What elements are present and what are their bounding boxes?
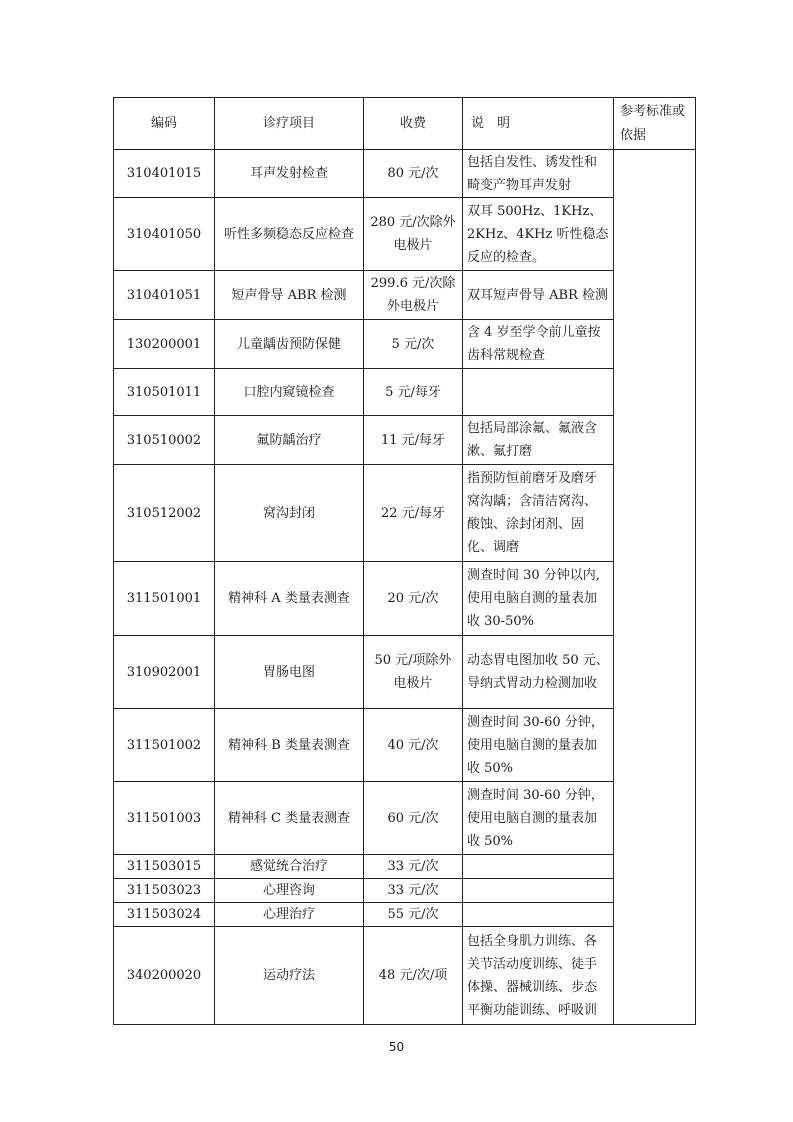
cell-code: 310401051 <box>114 271 215 320</box>
cell-desc: 含 4 岁至学令前儿童按齿科常规检查 <box>463 320 614 369</box>
cell-code: 310512002 <box>114 465 215 562</box>
cell-fee: 299.6 元/次除外电极片 <box>364 271 463 320</box>
cell-desc: 测查时间 30-60 分钟，使用电脑自测的量表加收 50% <box>463 709 614 782</box>
table-row <box>114 855 696 879</box>
cell-code: 310902001 <box>114 636 215 709</box>
cell-code: 311503015 <box>114 855 215 879</box>
cell-fee: 5 元/次 <box>364 320 463 369</box>
cell-fee: 33 元/次 <box>364 879 463 903</box>
cell-fee: 22 元/每牙 <box>364 465 463 562</box>
fee-table <box>113 97 696 1025</box>
cell-desc: 包括局部涂氟、氟液含漱、氟打磨 <box>463 416 614 465</box>
cell-fee: 50 元/项除外电极片 <box>364 636 463 709</box>
cell-item: 氟防龋治疗 <box>215 416 364 465</box>
cell-desc: 双耳短声骨导 ABR 检测 <box>463 271 614 320</box>
header-code: 编码 <box>114 98 215 150</box>
cell-code: 310510002 <box>114 416 215 465</box>
cell-item: 短声骨导 ABR 检测 <box>215 271 364 320</box>
cell-item: 精神科 B 类量表测查 <box>215 709 364 782</box>
cell-code: 310401015 <box>114 150 215 198</box>
cell-code: 311503024 <box>114 903 215 927</box>
cell-desc: 双耳 500Hz、1KHz、2KHz、4KHz 听性稳态反应的检查。 <box>463 198 614 271</box>
cell-item: 精神科 C 类量表测查 <box>215 782 364 855</box>
cell-item: 口腔内窥镜检查 <box>215 369 364 416</box>
table-row <box>114 320 696 369</box>
header-ref: 参考标准或依据 <box>614 98 696 150</box>
cell-code: 340200020 <box>114 927 215 1025</box>
cell-code: 311501003 <box>114 782 215 855</box>
cell-desc <box>463 855 614 879</box>
header-desc: 说 明 <box>463 98 614 150</box>
cell-code: 310401050 <box>114 198 215 271</box>
table-row <box>114 782 696 855</box>
cell-desc: 指预防恒前磨牙及磨牙窝沟龋；含清洁窝沟、酸蚀、涂封闭剂、固化、调磨 <box>463 465 614 562</box>
table-row <box>114 636 696 709</box>
cell-item: 儿童龋齿预防保健 <box>215 320 364 369</box>
cell-item: 精神科 A 类量表测查 <box>215 562 364 636</box>
cell-desc: 包括全身肌力训练、各关节活动度训练、徒手体操、器械训练、步态平衡功能训练、呼吸训 <box>463 927 614 1025</box>
cell-ref <box>614 150 696 1025</box>
cell-fee: 33 元/次 <box>364 855 463 879</box>
cell-fee: 11 元/每牙 <box>364 416 463 465</box>
header-fee: 收费 <box>364 98 463 150</box>
cell-fee: 48 元/次/项 <box>364 927 463 1025</box>
cell-fee: 5 元/每牙 <box>364 369 463 416</box>
table-row <box>114 198 696 271</box>
table-row <box>114 369 696 416</box>
cell-desc: 包括自发性、诱发性和畸变产物耳声发射 <box>463 150 614 198</box>
cell-item: 听性多频稳态反应检查 <box>215 198 364 271</box>
cell-desc <box>463 369 614 416</box>
table-row <box>114 271 696 320</box>
cell-desc: 动态胃电图加收 50 元、导纳式胃动力检测加收 <box>463 636 614 709</box>
cell-fee: 60 元/次 <box>364 782 463 855</box>
table-row <box>114 562 696 636</box>
cell-desc: 测查时间 30-60 分钟，使用电脑自测的量表加收 50% <box>463 782 614 855</box>
cell-fee: 55 元/次 <box>364 903 463 927</box>
cell-code: 130200001 <box>114 320 215 369</box>
table-row <box>114 879 696 903</box>
table-header-row <box>114 98 696 150</box>
table-row <box>114 927 696 1025</box>
cell-fee: 80 元/次 <box>364 150 463 198</box>
cell-item: 耳声发射检查 <box>215 150 364 198</box>
page-number: 50 <box>388 1040 405 1054</box>
table-row <box>114 465 696 562</box>
cell-desc <box>463 903 614 927</box>
table-row <box>114 416 696 465</box>
cell-item: 窝沟封闭 <box>215 465 364 562</box>
header-item: 诊疗项目 <box>215 98 364 150</box>
cell-code: 311501002 <box>114 709 215 782</box>
cell-code: 310501011 <box>114 369 215 416</box>
cell-code: 311503023 <box>114 879 215 903</box>
cell-item: 感觉统合治疗 <box>215 855 364 879</box>
table-row <box>114 709 696 782</box>
cell-item: 胃肠电图 <box>215 636 364 709</box>
cell-fee: 20 元/次 <box>364 562 463 636</box>
cell-desc: 测查时间 30 分钟以内,使用电脑自测的量表加收 30-50% <box>463 562 614 636</box>
cell-fee: 40 元/次 <box>364 709 463 782</box>
table-row <box>114 150 696 198</box>
table-row <box>114 903 696 927</box>
cell-item: 运动疗法 <box>215 927 364 1025</box>
cell-fee: 280 元/次除外电极片 <box>364 198 463 271</box>
cell-item: 心理咨询 <box>215 879 364 903</box>
cell-item: 心理治疗 <box>215 903 364 927</box>
cell-desc <box>463 879 614 903</box>
cell-code: 311501001 <box>114 562 215 636</box>
